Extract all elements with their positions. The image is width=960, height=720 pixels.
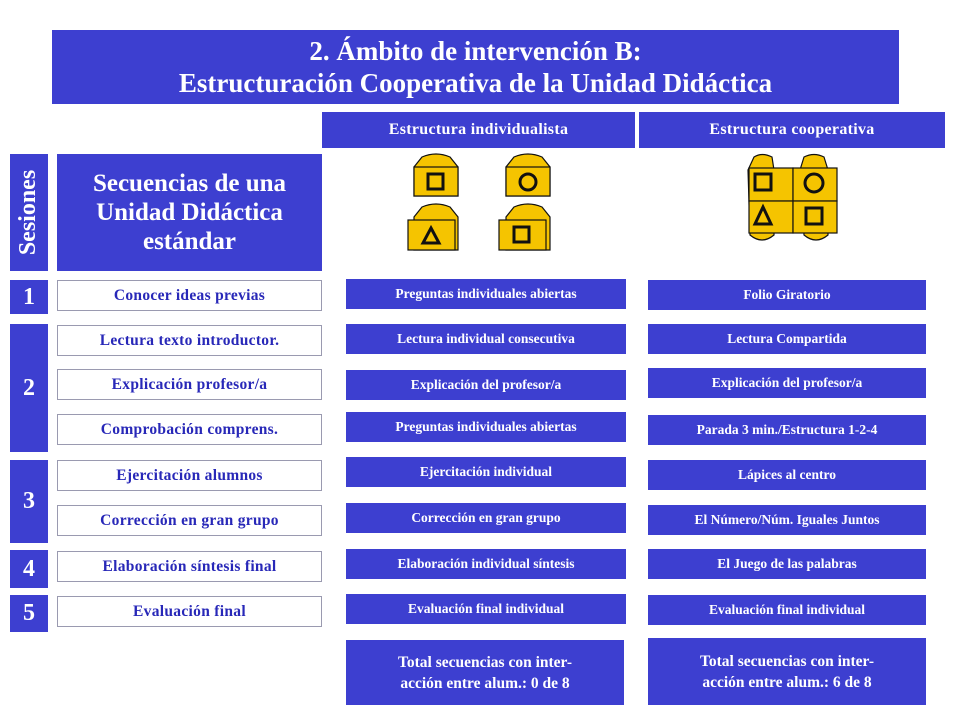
session-number-2: 2 [10,324,48,452]
cooperative-activity: Evaluación final individual [648,595,926,625]
individual-activity: Preguntas individuales abiertas [346,279,626,309]
cooperative-activity: Folio Giratorio [648,280,926,310]
session-number-3: 3 [10,460,48,543]
individual-activity: Corrección en gran grupo [346,503,626,533]
cooperative-figures [736,155,846,245]
individual-activity: Evaluación final individual [346,594,626,624]
sequences-header: Secuencias de una Unidad Didáctica estándar [57,154,322,271]
sessions-label: Sesiones [15,169,42,256]
cooperative-structure-header: Estructura cooperativa [639,112,945,148]
cooperative-activity: Parada 3 min./Estructura 1-2-4 [648,415,926,445]
slide-title [52,30,899,104]
cooperative-activity: Lápices al centro [648,460,926,490]
sequence-row: Ejercitación alumnos [57,460,322,491]
square-person-icon [414,154,458,196]
title-line-1: 2. Ámbito de intervención B: [309,36,642,66]
cooperative-activity: Explicación del profesor/a [648,368,926,398]
sequence-row: Corrección en gran grupo [57,505,322,536]
cooperative-team-icon [748,155,837,241]
session-number-5: 5 [10,595,48,632]
square-person-icon [499,204,550,250]
individual-activity: Preguntas individuales abiertas [346,412,626,442]
individual-total [346,640,624,705]
cooperative-total-line-1: Total secuencias con inter- [699,652,875,670]
individual-activity: Elaboración individual síntesis [346,549,626,579]
individual-activity: Explicación del profesor/a [346,370,626,400]
sequence-row: Comprobación comprens. [57,414,322,445]
cooperative-activity: El Número/Núm. Iguales Juntos [648,505,926,535]
sequence-row: Explicación profesor/a [57,369,322,400]
individual-structure-header: Estructura individualista [322,112,635,148]
session-number-1: 1 [10,280,48,314]
sequence-row: Conocer ideas previas [57,280,322,311]
cooperative-total-line-2: acción entre alum.: 6 de 8 [702,673,872,691]
sequence-row: Lectura texto introductor. [57,325,322,356]
individual-total-line-1: Total secuencias con inter- [397,653,573,671]
title-line-2: Estructuración Cooperativa de la Unidad Didáctica [178,68,773,98]
triangle-person-icon [408,204,458,250]
cooperative-activity: El Juego de las palabras [648,549,926,579]
individual-activity: Ejercitación individual [346,457,626,487]
session-number-4: 4 [10,550,48,588]
sequence-row: Elaboración síntesis final [57,551,322,582]
individual-total-line-2: acción entre alum.: 0 de 8 [400,674,570,692]
sessions-header [10,154,48,271]
circle-person-icon [506,154,550,196]
cooperative-total [648,638,926,705]
individual-activity: Lectura individual consecutiva [346,324,626,354]
cooperative-activity: Lectura Compartida [648,324,926,354]
sequence-row: Evaluación final [57,596,322,627]
individual-figures [400,155,560,255]
